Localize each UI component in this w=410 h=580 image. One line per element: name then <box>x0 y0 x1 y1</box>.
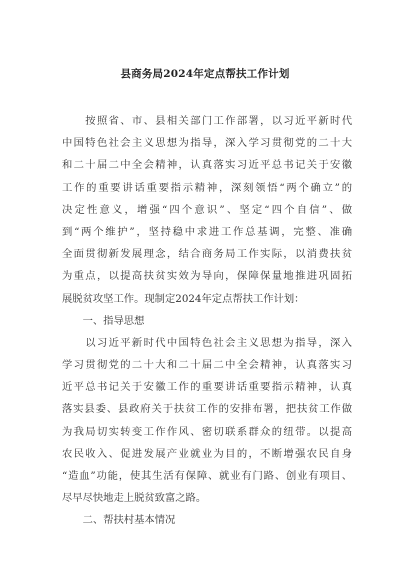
paragraph-line: 近平总书记关于安徽工作的重要讲话重要指示精神，认真 <box>62 381 352 394</box>
paragraph-line: 决定性意义，增强“四个意识”、坚定“四个自信”、做 <box>62 203 352 216</box>
paragraph-line: “造血”功能，使其生活有保障、就业有门路、创业有项目、 <box>62 470 352 482</box>
paragraph-line: 全面贯彻新发展理念，结合商务局工作实际，以消费扶贫 <box>62 248 352 261</box>
document-body <box>62 110 352 532</box>
paragraph-line: 尽早尽快地走上脱贫致富之路。 <box>62 492 207 505</box>
section-heading-guiding-ideology: 一、指导思想 <box>62 314 145 327</box>
paragraph-line: 按照省、市、县相关部门工作部署，以习近平新时代 <box>62 115 352 127</box>
paragraph-line: 为我局切实转变工作作风、密切联系群众的纽带。以提高 <box>62 425 352 438</box>
paragraph-line: 学习贯彻党的二十大和二十届二中全会精神，认真落实习 <box>62 359 352 372</box>
document-title: 县商务局2024年定点帮扶工作计划 <box>120 68 290 80</box>
paragraph-line: 农民收入、促进发展产业就业为目的，不断增强农民自身 <box>62 447 352 460</box>
paragraph-line: 中国特色社会主义思想为指导，深入学习贯彻党的二十大 <box>62 137 352 150</box>
paragraph-line: 以习近平新时代中国特色社会主义思想为指导，深入 <box>62 336 352 349</box>
paragraph-line: 到“两个维护”，坚持稳中求进工作总基调，完整、准确 <box>62 225 352 238</box>
section-heading-village-info: 二、帮扶村基本情况 <box>62 514 176 527</box>
paragraph-line: 工作的重要讲话重要指示精神，深刻领悟“两个确立”的 <box>62 181 352 194</box>
paragraph-line: 落实县委、县政府关于扶贫工作的安排布署，把扶贫工作做 <box>62 403 352 416</box>
paragraph-line: 为重点，以提高扶贫实效为导向，保障保量地推进巩固拓 <box>62 270 352 283</box>
paragraph-line: 展脱贫攻坚工作。现制定2024年定点帮扶工作计划： <box>62 292 305 305</box>
paragraph-line: 和二十届二中全会精神，认真落实习近平总书记关于安徽 <box>62 159 352 172</box>
